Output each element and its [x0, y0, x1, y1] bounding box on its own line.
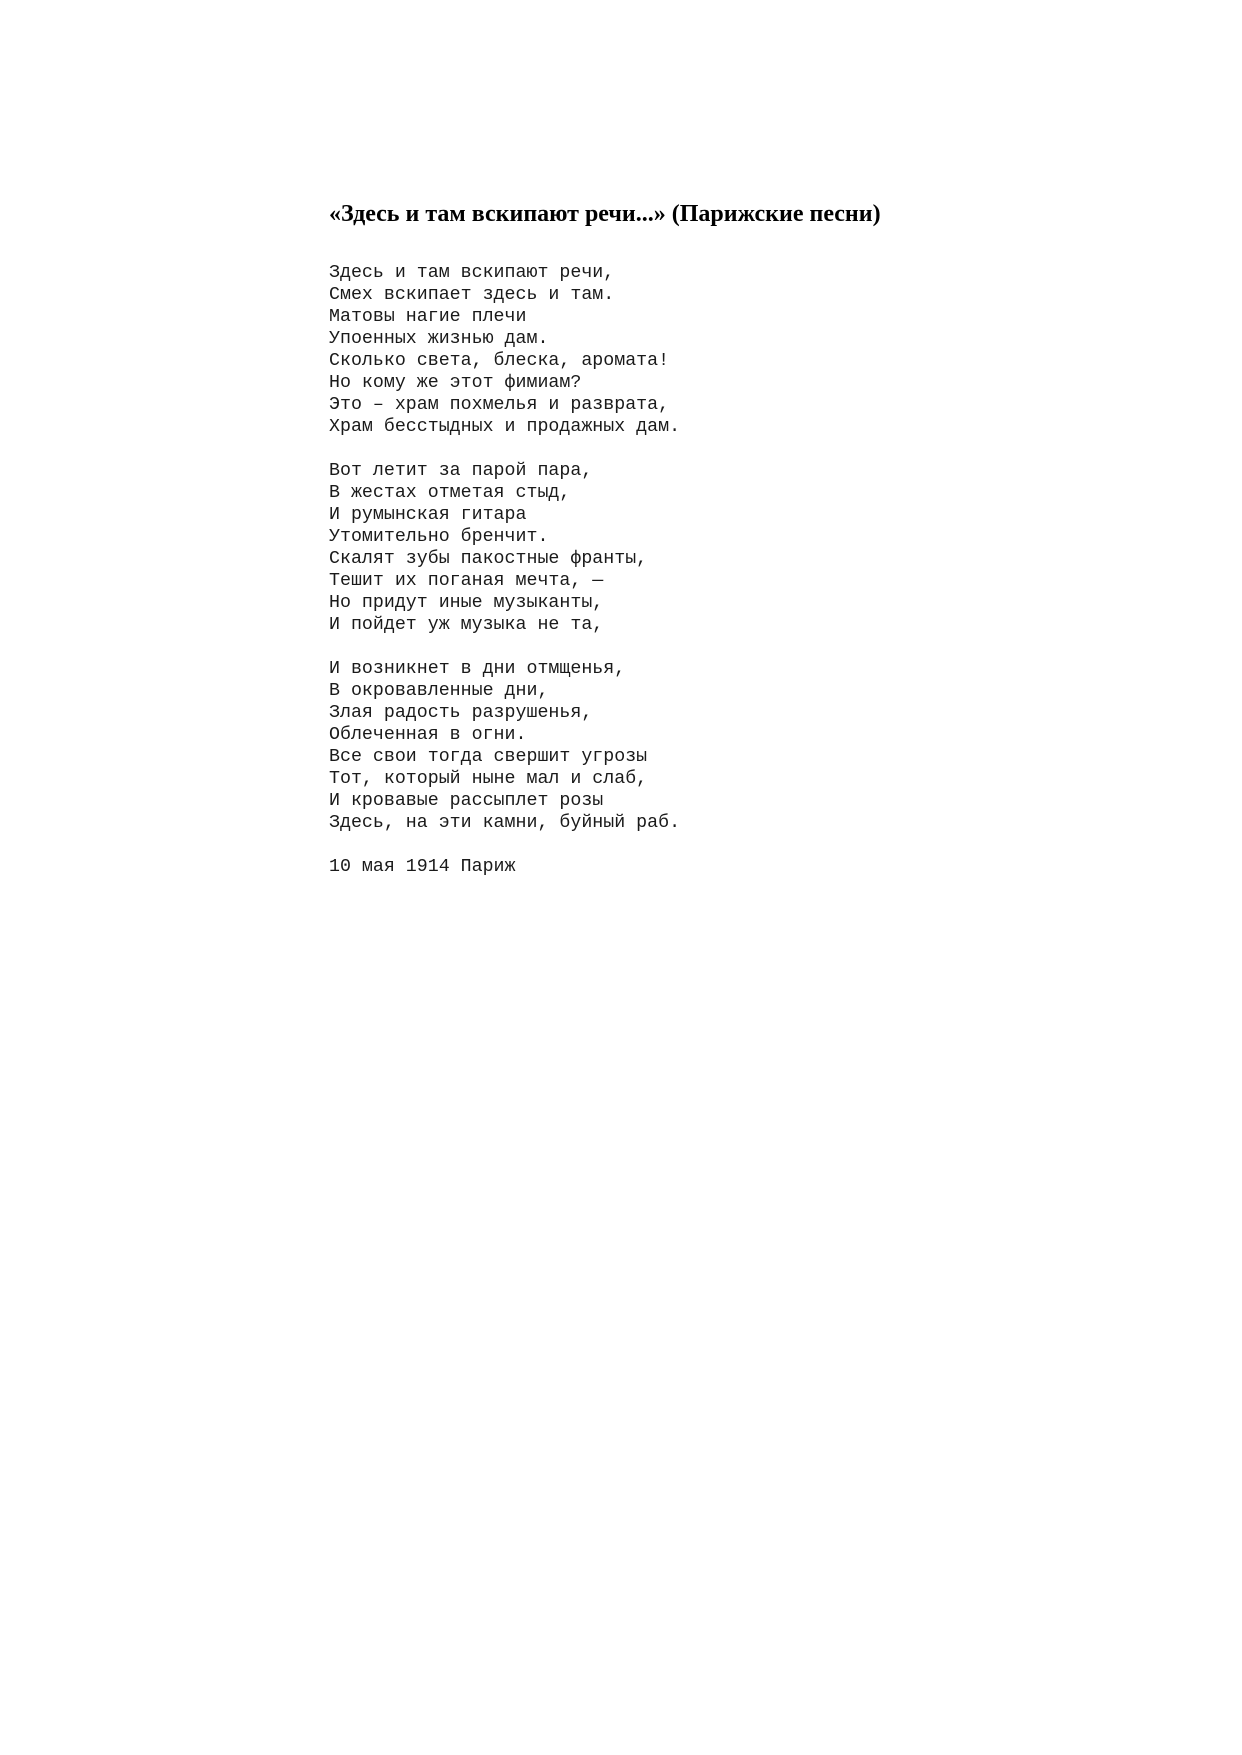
poem-line: И возникнет в дни отмщенья, — [329, 659, 626, 679]
date-place-signature: 10 мая 1914 Париж — [329, 857, 516, 877]
stanza-3 — [329, 658, 680, 834]
stanza-2 — [329, 460, 680, 636]
poem-line: В жестах отметая стыд, — [329, 483, 571, 503]
poem-line: Храм бесстыдных и продажных дам. — [329, 417, 681, 437]
poem-line: И румынская гитара — [329, 505, 527, 525]
poem-line: Смех вскипает здесь и там. — [329, 285, 615, 305]
poem-line: Вот летит за парой пара, — [329, 461, 593, 481]
poem-line: Здесь и там вскипают речи, — [329, 263, 615, 283]
poem-line: И кровавые рассыплет розы — [329, 791, 604, 811]
poem-line: Облеченная в огни. — [329, 725, 527, 745]
poem-line: Все свои тогда свершит угрозы — [329, 747, 648, 767]
poem-line: Сколько света, блеска, аромата! — [329, 351, 670, 371]
poem-line: Упоенных жизнью дам. — [329, 329, 549, 349]
poem-line: Это – храм похмелья и разврата, — [329, 395, 670, 415]
poem-line: Утомительно бренчит. — [329, 527, 549, 547]
poem-line: Матовы нагие плечи — [329, 307, 527, 327]
poem-line: В окровавленные дни, — [329, 681, 549, 701]
poem-line: Злая радость разрушенья, — [329, 703, 593, 723]
poem-title: «Здесь и там вскипают речи...» (Парижские песни) — [329, 201, 881, 227]
poem-line: Но придут иные музыканты, — [329, 593, 604, 613]
stanza-1 — [329, 262, 680, 438]
poem-line: Тешит их поганая мечта, — — [329, 571, 604, 591]
poem-body — [329, 262, 680, 878]
poem-line: И пойдет уж музыка не та, — [329, 615, 604, 635]
poem-line: Но кому же этот фимиам? — [329, 373, 582, 393]
poem-line: Тот, который ныне мал и слаб, — [329, 769, 648, 789]
poem-line: Здесь, на эти камни, буйный раб. — [329, 813, 681, 833]
poem-line: Скалят зубы пакостные франты, — [329, 549, 648, 569]
